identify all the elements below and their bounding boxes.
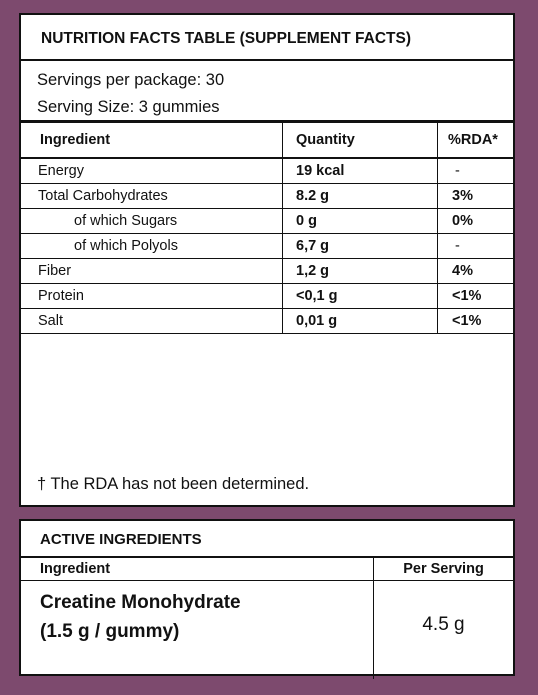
ingredient-name-line1: Creatine Monohydrate	[40, 592, 241, 613]
rda-footnote: † The RDA has not been determined.	[37, 475, 310, 493]
row-rda: -	[438, 158, 514, 184]
table-row	[21, 184, 513, 209]
row-ingredient: Protein	[21, 284, 283, 309]
row-ingredient: Energy	[21, 158, 283, 184]
active-ingredient-name	[21, 581, 374, 680]
serving-size: Serving Size: 3 gummies	[37, 98, 220, 116]
header-quantity: Quantity	[283, 123, 438, 158]
row-quantity: 6,7 g	[283, 234, 438, 259]
row-quantity: 1,2 g	[283, 259, 438, 284]
header-ingredient: Ingredient	[21, 558, 374, 581]
row-rda: -	[438, 234, 514, 259]
active-ingredients-title: ACTIVE INGREDIENTS	[21, 521, 513, 558]
header-ingredient: Ingredient	[21, 123, 283, 158]
row-quantity: 8.2 g	[283, 184, 438, 209]
header-per-serving: Per Serving	[374, 558, 514, 581]
active-ingredients-panel	[19, 519, 515, 676]
servings-info	[21, 61, 513, 123]
row-quantity: 0 g	[283, 209, 438, 234]
row-ingredient: of which Sugars	[21, 209, 283, 234]
row-rda: <1%	[438, 284, 514, 309]
nutrition-facts-panel	[19, 13, 515, 507]
row-ingredient: Fiber	[21, 259, 283, 284]
table-row	[21, 309, 513, 334]
ingredient-name-line2: (1.5 g / gummy)	[40, 621, 180, 642]
table-row	[21, 209, 513, 234]
row-rda: <1%	[438, 309, 514, 334]
row-rda: 4%	[438, 259, 514, 284]
per-serving-value: 4.5 g	[374, 581, 514, 680]
row-quantity: <0,1 g	[283, 284, 438, 309]
row-rda: 0%	[438, 209, 514, 234]
active-table-header	[21, 558, 513, 581]
table-row	[21, 284, 513, 309]
table-row	[21, 234, 513, 259]
row-ingredient: Salt	[21, 309, 283, 334]
table-row	[21, 158, 513, 184]
table-row	[21, 581, 513, 680]
row-ingredient: of which Polyols	[21, 234, 283, 259]
servings-per-package: Servings per package: 30	[37, 71, 225, 89]
active-ingredients-table	[21, 558, 513, 679]
row-quantity: 19 kcal	[283, 158, 438, 184]
row-quantity: 0,01 g	[283, 309, 438, 334]
row-rda: 3%	[438, 184, 514, 209]
header-rda: %RDA*	[438, 123, 514, 158]
nutrition-table	[21, 123, 513, 334]
table-row	[21, 259, 513, 284]
row-ingredient: Total Carbohydrates	[21, 184, 283, 209]
nutrition-title: NUTRITION FACTS TABLE (SUPPLEMENT FACTS)	[21, 15, 513, 61]
nutrition-table-header	[21, 123, 513, 158]
